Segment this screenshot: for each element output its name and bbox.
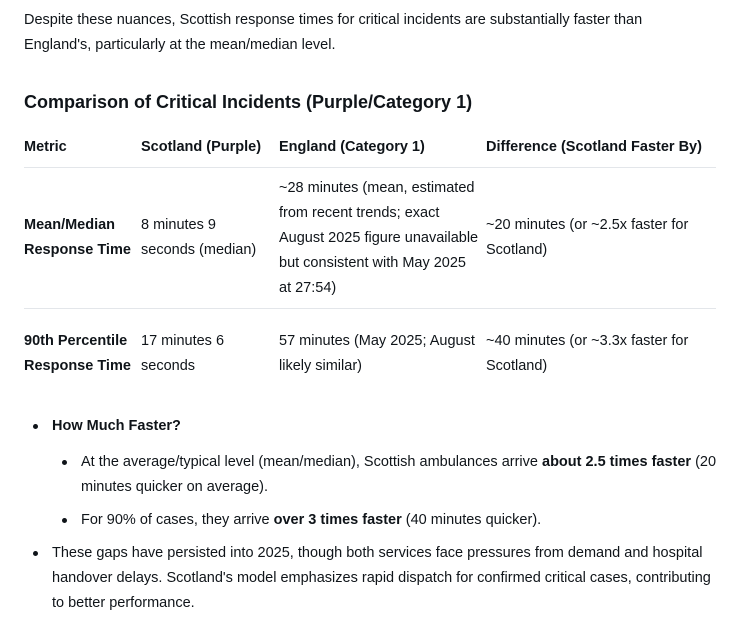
list-item (28, 541, 718, 616)
bullet-dot-icon (33, 424, 38, 429)
intro-line-1: Despite these nuances, Scottish response times for critical incidents are substantially faster than (24, 12, 643, 28)
cell-metric: Mean/Median Response Time (24, 168, 141, 309)
header-scotland: Scotland (Purple) (141, 128, 279, 168)
cell-scotland: 8 minutes 9 seconds (median) (141, 168, 279, 309)
comparison-table (24, 128, 716, 399)
bullet-list (28, 414, 718, 616)
header-difference: Difference (Scotland Faster By) (486, 128, 716, 168)
cell-difference: ~20 minutes (or ~2.5x faster for Scotland) (486, 168, 716, 309)
sub-bullet-list (57, 450, 718, 533)
cell-england: 57 minutes (May 2025; August likely similar) (279, 333, 475, 374)
cell-difference: ~40 minutes (or ~3.3x faster for Scotland) (486, 333, 689, 374)
intro-line-2: England's, particularly at the mean/median level. (24, 37, 336, 53)
header-metric: Metric (24, 128, 141, 168)
intro-paragraph (24, 8, 714, 58)
cell-england: ~28 minutes (mean, estimated from recent trends; exact August 2025 figure unavailable but consistent with May 2025 at 27:54) (279, 168, 486, 309)
bullet-dot-icon (33, 551, 38, 556)
gaps-text: These gaps have persisted into 2025, though both services face pressures from demand and hospital handover delays. Scotland's model emphasizes rapid dispatch for confirmed critical cases, contributing to better performance. (52, 545, 711, 611)
list-item: For 90% of cases, they arrive over 3 times faster (40 minutes quicker). (57, 508, 718, 533)
cell-scotland: 17 minutes 6 seconds (141, 333, 225, 374)
section-heading: Comparison of Critical Incidents (Purple/Category 1) (24, 92, 473, 112)
list-item (28, 414, 718, 533)
cell-metric: 90th Percentile Response Time (24, 333, 131, 374)
bullet-dot-icon (62, 460, 67, 465)
table-header-row (24, 128, 716, 168)
bullet-dot-icon (62, 518, 67, 523)
how-much-faster-label: How Much Faster? (52, 418, 181, 434)
header-england: England (Category 1) (279, 128, 486, 168)
table-row (24, 309, 716, 400)
list-item: At the average/typical level (mean/median), Scottish ambulances arrive about 2.5 times faster (20 minutes quicker on average). (57, 450, 718, 508)
table-row (24, 168, 716, 309)
